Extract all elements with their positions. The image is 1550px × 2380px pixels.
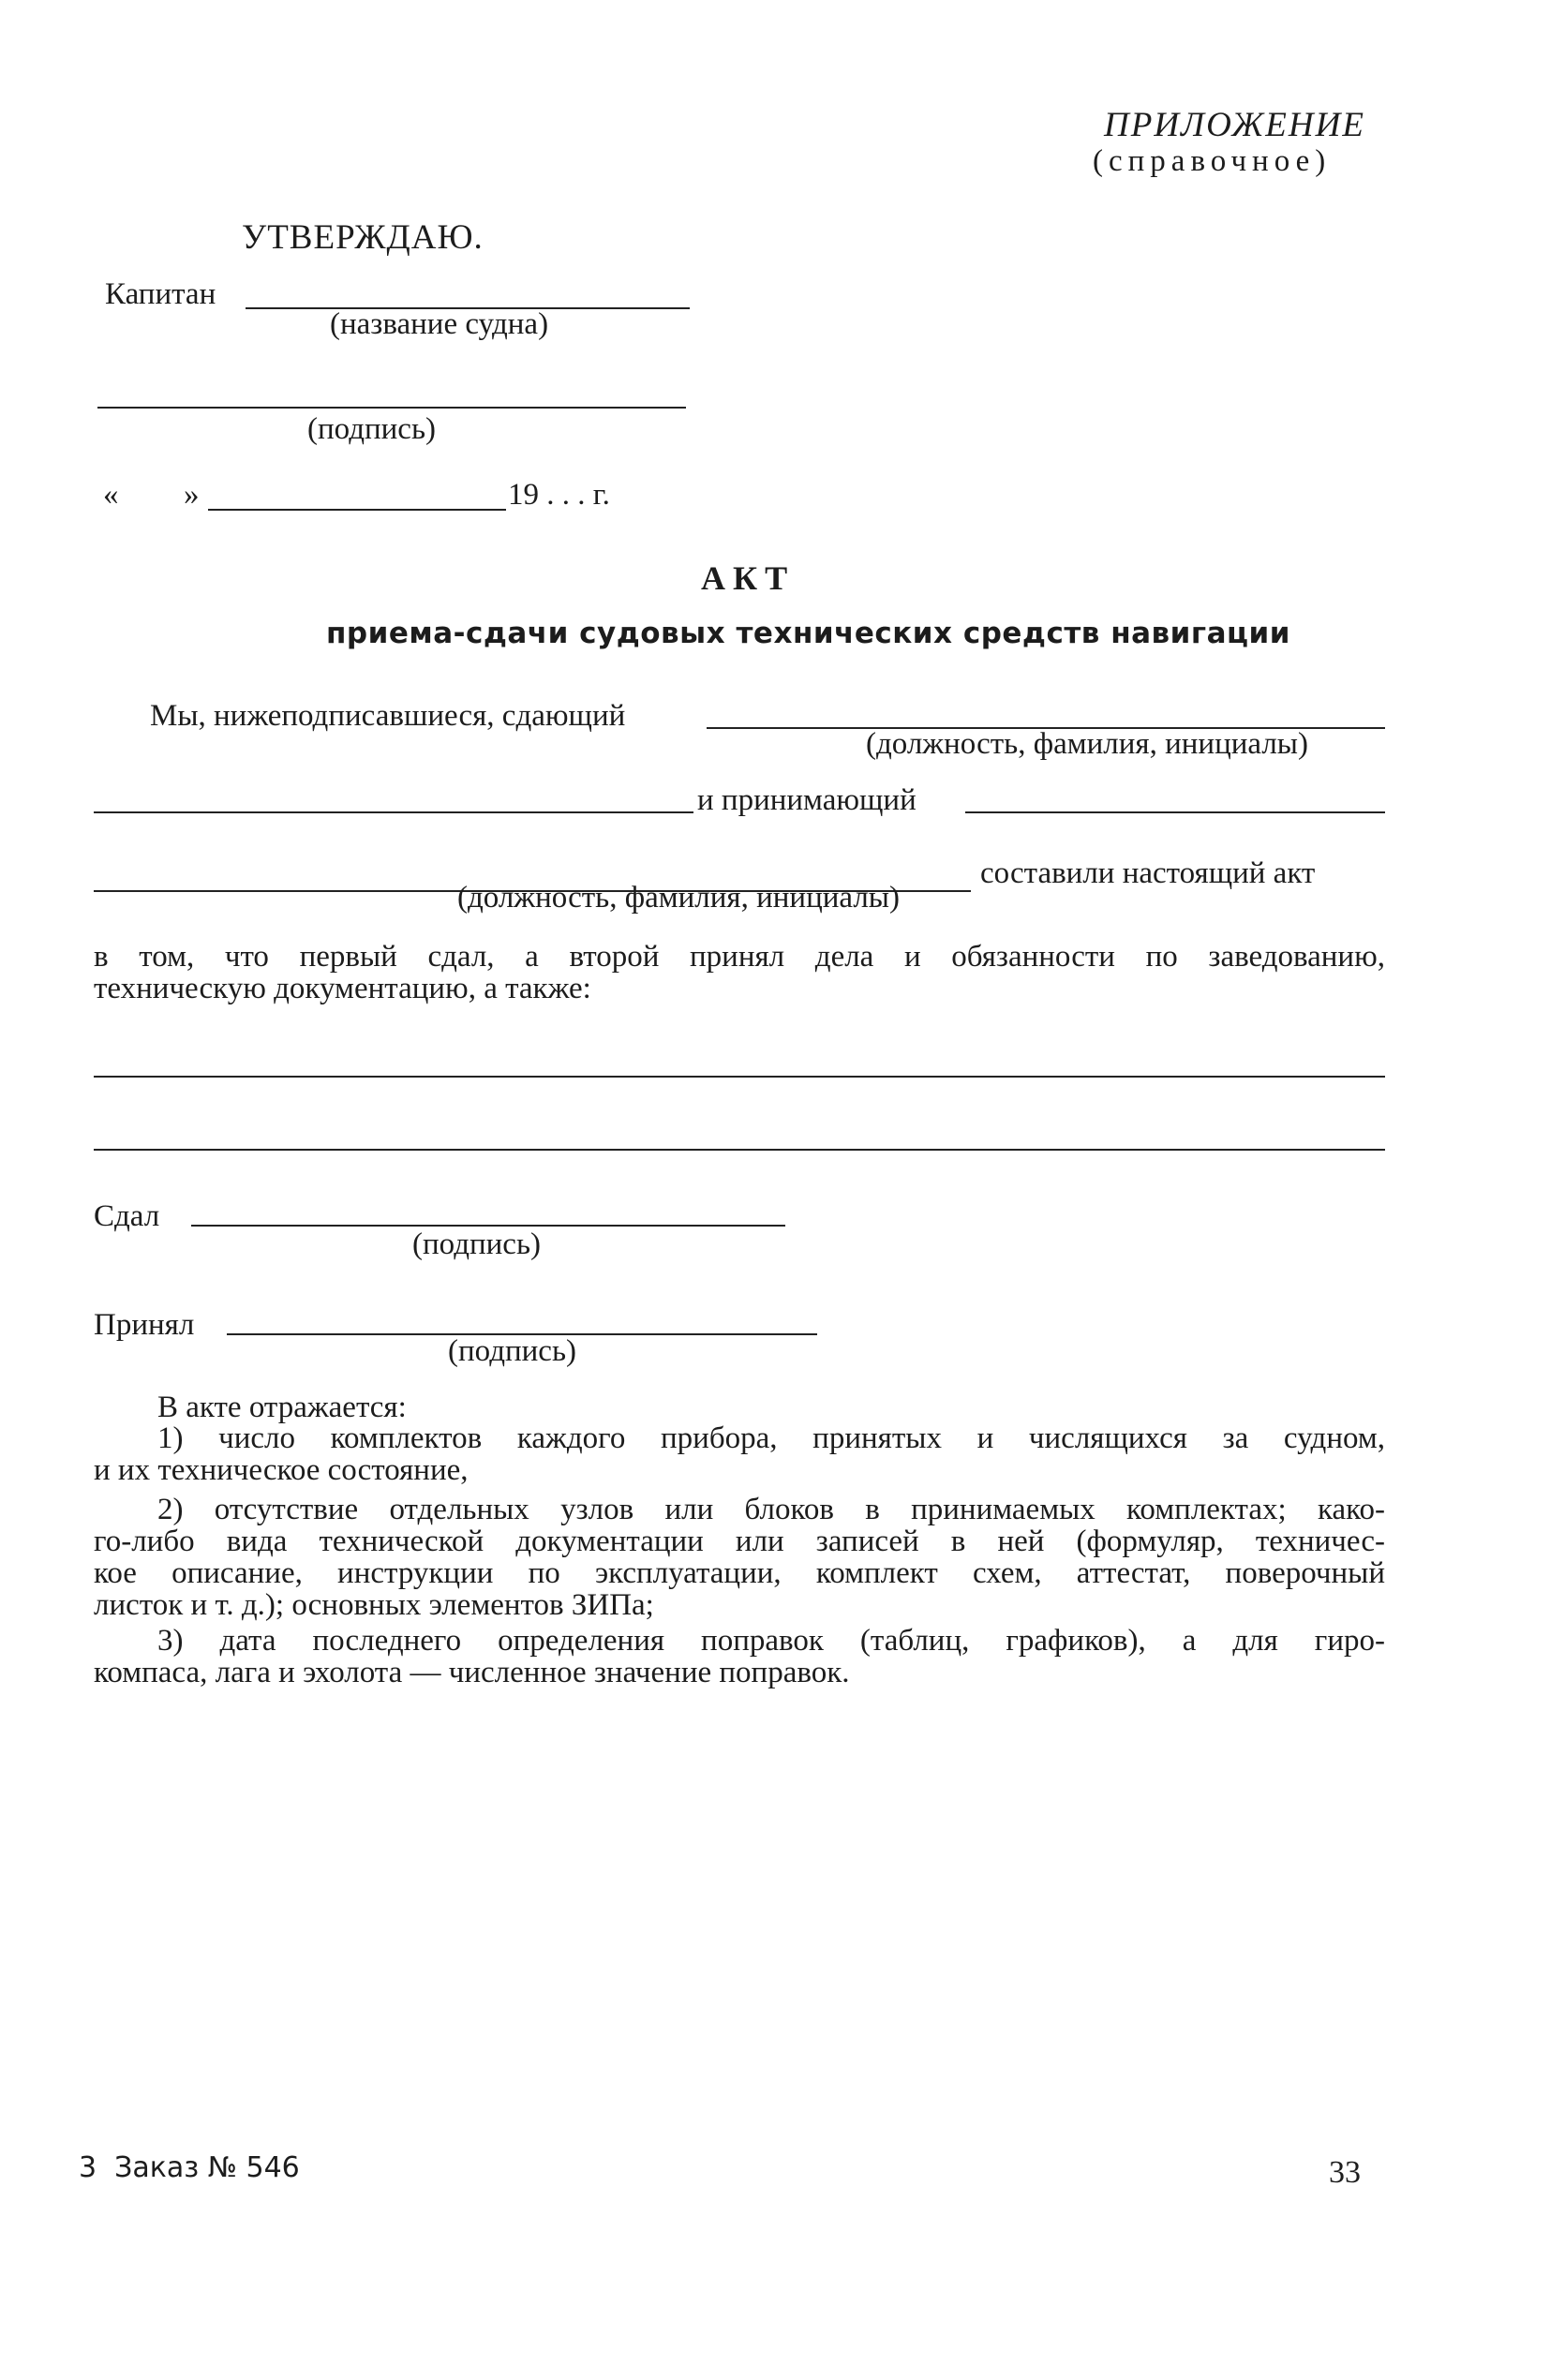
note-item2-line4: листок и т. д.); основных элементов ЗИПа;	[94, 1588, 654, 1622]
notes-intro: В акте отражается:	[157, 1391, 407, 1424]
note-item1-line2: и их техническое состояние,	[94, 1453, 469, 1487]
receiving-person-line	[965, 811, 1385, 813]
date-line	[208, 509, 506, 511]
note-item1-line1: 1) число комплектов каждого прибора, принятых и числящихся за судном,	[157, 1421, 1385, 1455]
note-item2-line1: 2) отсутствие отдельных узлов или блоков в принимаемых комплектах; како-	[157, 1493, 1385, 1526]
note-item2-line3: кое описание, инструкции по эксплуатации, комплект схем, аттестат, поверочный	[94, 1556, 1385, 1590]
received-label: Принял	[94, 1308, 195, 1342]
note-item3-line1: 3) дата последнего определения поправок (таблиц, графиков), а для гиро-	[157, 1624, 1385, 1658]
page-number: 33	[1329, 2155, 1361, 2190]
approve-word: УТВЕРЖДАЮ.	[242, 218, 484, 257]
received-signature-caption: (подпись)	[448, 1334, 576, 1368]
paragraph-line-1: в том, что первый сдал, а второй принял дела и обязанности по заведованию,	[94, 940, 1385, 974]
captain-signature-line	[97, 407, 686, 409]
captain-signature-caption: (подпись)	[307, 412, 436, 446]
handing-person-line-2	[94, 811, 693, 813]
items-line-2	[94, 1149, 1385, 1151]
paragraph-line-2: техническую документацию, а также:	[94, 972, 591, 1005]
appendix-subtitle: (справочное)	[1093, 144, 1332, 178]
handed-signature-line	[191, 1225, 785, 1227]
date-open-quote: «	[103, 478, 119, 512]
and-receiving-label: и принимающий	[697, 783, 917, 817]
handed-signature-caption: (подпись)	[412, 1227, 541, 1261]
compiled-act-label: составили настоящий акт	[980, 856, 1316, 890]
note-item2-line2: го-либо вида технической документации или записей в ней (формуляр, техничес-	[94, 1525, 1385, 1558]
captain-label: Капитан	[105, 277, 216, 311]
appendix-title: ПРИЛОЖЕНИЕ	[1104, 106, 1365, 144]
act-title: АКТ	[701, 559, 796, 597]
order-info: 3 Заказ № 546	[79, 2151, 300, 2184]
items-line-1	[94, 1076, 1385, 1078]
handed-label: Сдал	[94, 1199, 160, 1233]
we-undersigned-label: Мы, нижеподписавшиеся, сдающий	[150, 699, 626, 733]
date-year: 19 . . . г.	[508, 478, 610, 512]
ship-name-caption: (название судна)	[330, 307, 549, 341]
position-caption-2: (должность, фамилия, инициалы)	[457, 881, 900, 915]
date-close-quote: »	[184, 478, 200, 512]
position-caption-1: (должность, фамилия, инициалы)	[866, 727, 1308, 761]
act-subtitle: приема-сдачи судовых технических средств навигации	[326, 617, 1290, 650]
note-item3-line2: компаса, лага и эхолота — численное значение поправок.	[94, 1656, 850, 1689]
